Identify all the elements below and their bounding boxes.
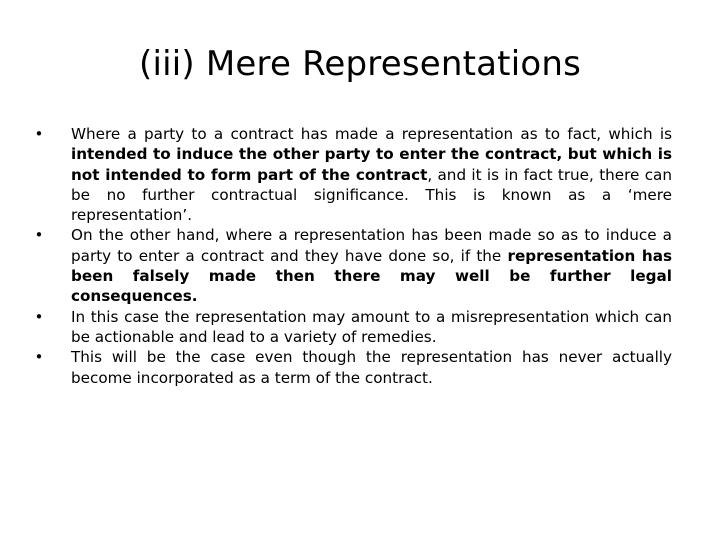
bullet-item-1 [34, 124, 672, 225]
bullet-list [34, 124, 673, 388]
bullet-dot-icon: • [34, 348, 44, 367]
bullet-3-text: In this case the representation may amount to a misrepresentation which can be actionable and lead to a variety of remedies. [71, 307, 672, 346]
bullet-item-3 [34, 307, 672, 348]
bullet-dot-icon: • [34, 125, 44, 143]
bullet-1-text-end: , and it is in fact true, there can be no further contractual significance. This is known as a ‘mere representation’. [71, 165, 672, 225]
bullet-1-bold-text: intended to induce the other party to enter the contract, but which is not intended to form part of the contract [71, 145, 672, 184]
bullet-1-text: Where a party to a contract has made a representation as to fact, which is [71, 125, 672, 143]
bullet-2-text: On the other hand, where a representation has been made so as to induce a party to enter a contract and they have done so, if the [71, 226, 672, 265]
bullet-4-text: This will be the case even though the representation has never actually become incorporated as a term of the contract. [71, 348, 672, 387]
bullet-dot-icon: • [34, 226, 44, 245]
bullet-item-2 [34, 225, 673, 306]
bullet-item-4 [34, 347, 672, 388]
slide-title: (iii) Mere Representations [138, 44, 582, 84]
bullet-2-bold-text: representation has been falsely made then there may well be further legal consequences. [71, 246, 673, 306]
bullet-dot-icon: • [34, 307, 44, 326]
